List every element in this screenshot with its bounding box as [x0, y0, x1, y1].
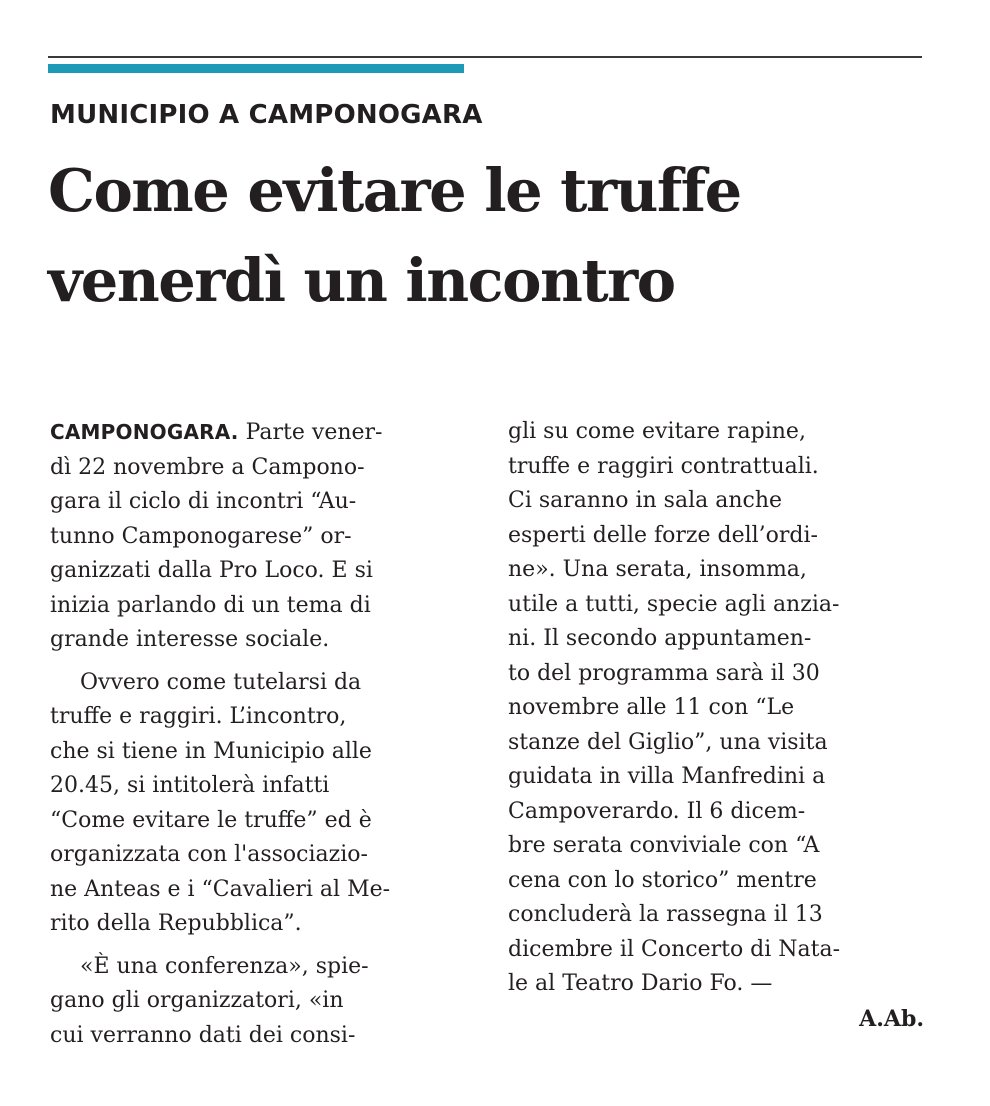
- body-line: stanze del Giglio”, una visita: [508, 729, 828, 755]
- body-line: truffe e raggiri. L’incontro,: [50, 704, 347, 729]
- article-column-right: [508, 415, 928, 1036]
- headline-line-2: venerdì un incontro: [48, 246, 675, 315]
- body-line: Ovvero come tutelarsi da: [80, 669, 362, 695]
- headline-line-1: Come evitare le truffe: [48, 156, 741, 225]
- author-signature: A.Ab.: [859, 1005, 924, 1032]
- body-line: dì 22 novembre a Campono-: [50, 454, 365, 480]
- body-line: tunno Camponogarese” or-: [50, 523, 352, 549]
- body-line: «È una conferenza», spie-: [80, 953, 369, 979]
- body-line: to del programma sarà il 30: [508, 660, 820, 686]
- body-line: “Come evitare le truffe” ed è: [50, 807, 372, 833]
- body-line: Ci saranno in sala anche: [508, 488, 783, 513]
- body-line: cui verranno dati dei consi-: [50, 1022, 356, 1048]
- body-line: inizia parlando di un tema di: [50, 592, 371, 618]
- body-line: cena con lo storico” mentre: [508, 867, 817, 893]
- headline: [48, 146, 948, 326]
- body-line: 20.45, si intitolerà infatti: [50, 773, 330, 798]
- body-line: Campoverardo. Il 6 dicem-: [508, 798, 806, 824]
- body-line-text: Parte vener-: [238, 420, 383, 445]
- dateline: CAMPONOGARA.: [50, 420, 239, 444]
- body-line: rito della Repubblica”.: [50, 911, 302, 936]
- top-rule: [48, 56, 922, 58]
- body-line: gara il ciclo di incontri “Au-: [50, 489, 357, 514]
- body-line: dicembre il Concerto di Nata-: [508, 936, 841, 962]
- body-line: che si tiene in Municipio alle: [50, 738, 372, 764]
- body-line: [50, 415, 470, 451]
- body-line: guidata in villa Manfredini a: [508, 764, 826, 789]
- body-line: concluderà la rassegna il 13: [508, 902, 823, 927]
- body-line: utile a tutti, specie agli anzia-: [508, 591, 840, 617]
- body-line: gano gli organizzatori, «in: [50, 988, 344, 1013]
- body-line: esperti delle forze dell’ordi-: [508, 522, 818, 548]
- section-accent-bar: [48, 64, 464, 73]
- body-line: le al Teatro Dario Fo. —: [508, 971, 773, 996]
- body-line: organizzata con l'associazio-: [50, 842, 368, 867]
- body-line: truffe e raggiri contrattuali.: [508, 453, 819, 479]
- kicker: MUNICIPIO A CAMPONOGARA: [50, 100, 483, 130]
- body-line: novembre alle 11 con “Le: [508, 695, 795, 720]
- article-column-left: [50, 415, 470, 1053]
- body-line: ni. Il secondo appuntamen-: [508, 626, 812, 651]
- body-line: gli su come evitare rapine,: [508, 419, 806, 444]
- body-line: bre serata conviviale con “A: [508, 833, 820, 858]
- body-line: ganizzati dalla Pro Loco. E si: [50, 558, 373, 583]
- body-line: grande interesse sociale.: [50, 627, 330, 652]
- body-line: ne». Una serata, insomma,: [508, 557, 807, 582]
- body-line: ne Anteas e i “Cavalieri al Me-: [50, 876, 391, 902]
